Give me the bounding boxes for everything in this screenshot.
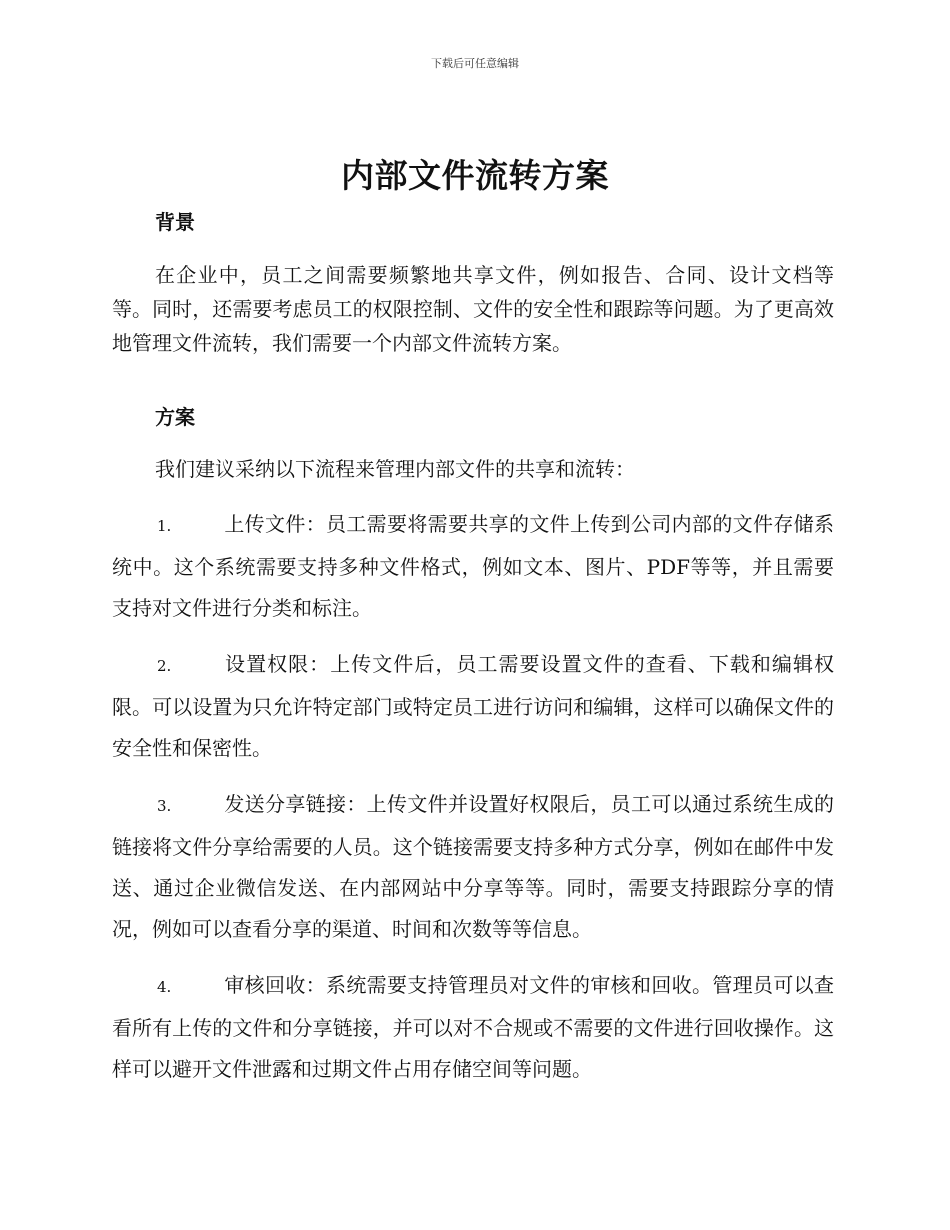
list-item-number: 2. [157, 657, 172, 675]
list-item-text: 发送分享链接：上传文件并设置好权限后，员工可以通过系统生成的链接将文件分享给需要的人员。这个链接需要支持多种方式分享，例如在邮件中发送、通过企业微信发送、在内部网站中分享等等。同时，需要支持跟踪分享的情况，例如可以查看分享的渠道、时间和次数等等信息。 [112, 792, 834, 941]
list-item-share-link [112, 784, 834, 950]
list-item-text: 上传文件：员工需要将需要共享的文件上传到公司内部的文件存储系统中。这个系统需要支持多种文件格式，例如文本、图片、PDF等等，并且需要支持对文件进行分类和标注。 [112, 512, 834, 620]
list-item-number: 1. [157, 517, 172, 535]
document-title: 内部文件流转方案 [341, 156, 609, 195]
list-item-number: 3. [157, 797, 172, 815]
list-item-number: 4. [157, 978, 172, 996]
list-item-text: 审核回收：系统需要支持管理员对文件的审核和回收。管理员可以查看所有上传的文件和分享链接，并可以对不合规或不需要的文件进行回收操作。这样可以避开文件泄露和过期文件占用存储空间等问题。 [112, 973, 834, 1081]
section-heading-background: 背景 [155, 210, 195, 234]
list-item-upload [112, 504, 834, 629]
page-header-note: 下载后可任意编辑 [431, 57, 519, 70]
plan-intro-paragraph: 我们建议采纳以下流程来管理内部文件的共享和流转： [155, 457, 635, 481]
section-heading-plan: 方案 [155, 405, 195, 429]
list-item-text: 设置权限：上传文件后，员工需要设置文件的查看、下载和编辑权限。可以设置为只允许特定部门或特定员工进行访问和编辑，这样可以确保文件的安全性和保密性。 [112, 652, 834, 760]
list-item-permissions [112, 644, 834, 769]
background-paragraph: 在企业中，员工之间需要频繁地共享文件，例如报告、合同、设计文档等等。同时，还需要考虑员工的权限控制、文件的安全性和跟踪等问题。为了更高效地管理文件流转，我们需要一个内部文件流转方案。 [112, 263, 834, 355]
list-item-review-recall [112, 965, 834, 1090]
